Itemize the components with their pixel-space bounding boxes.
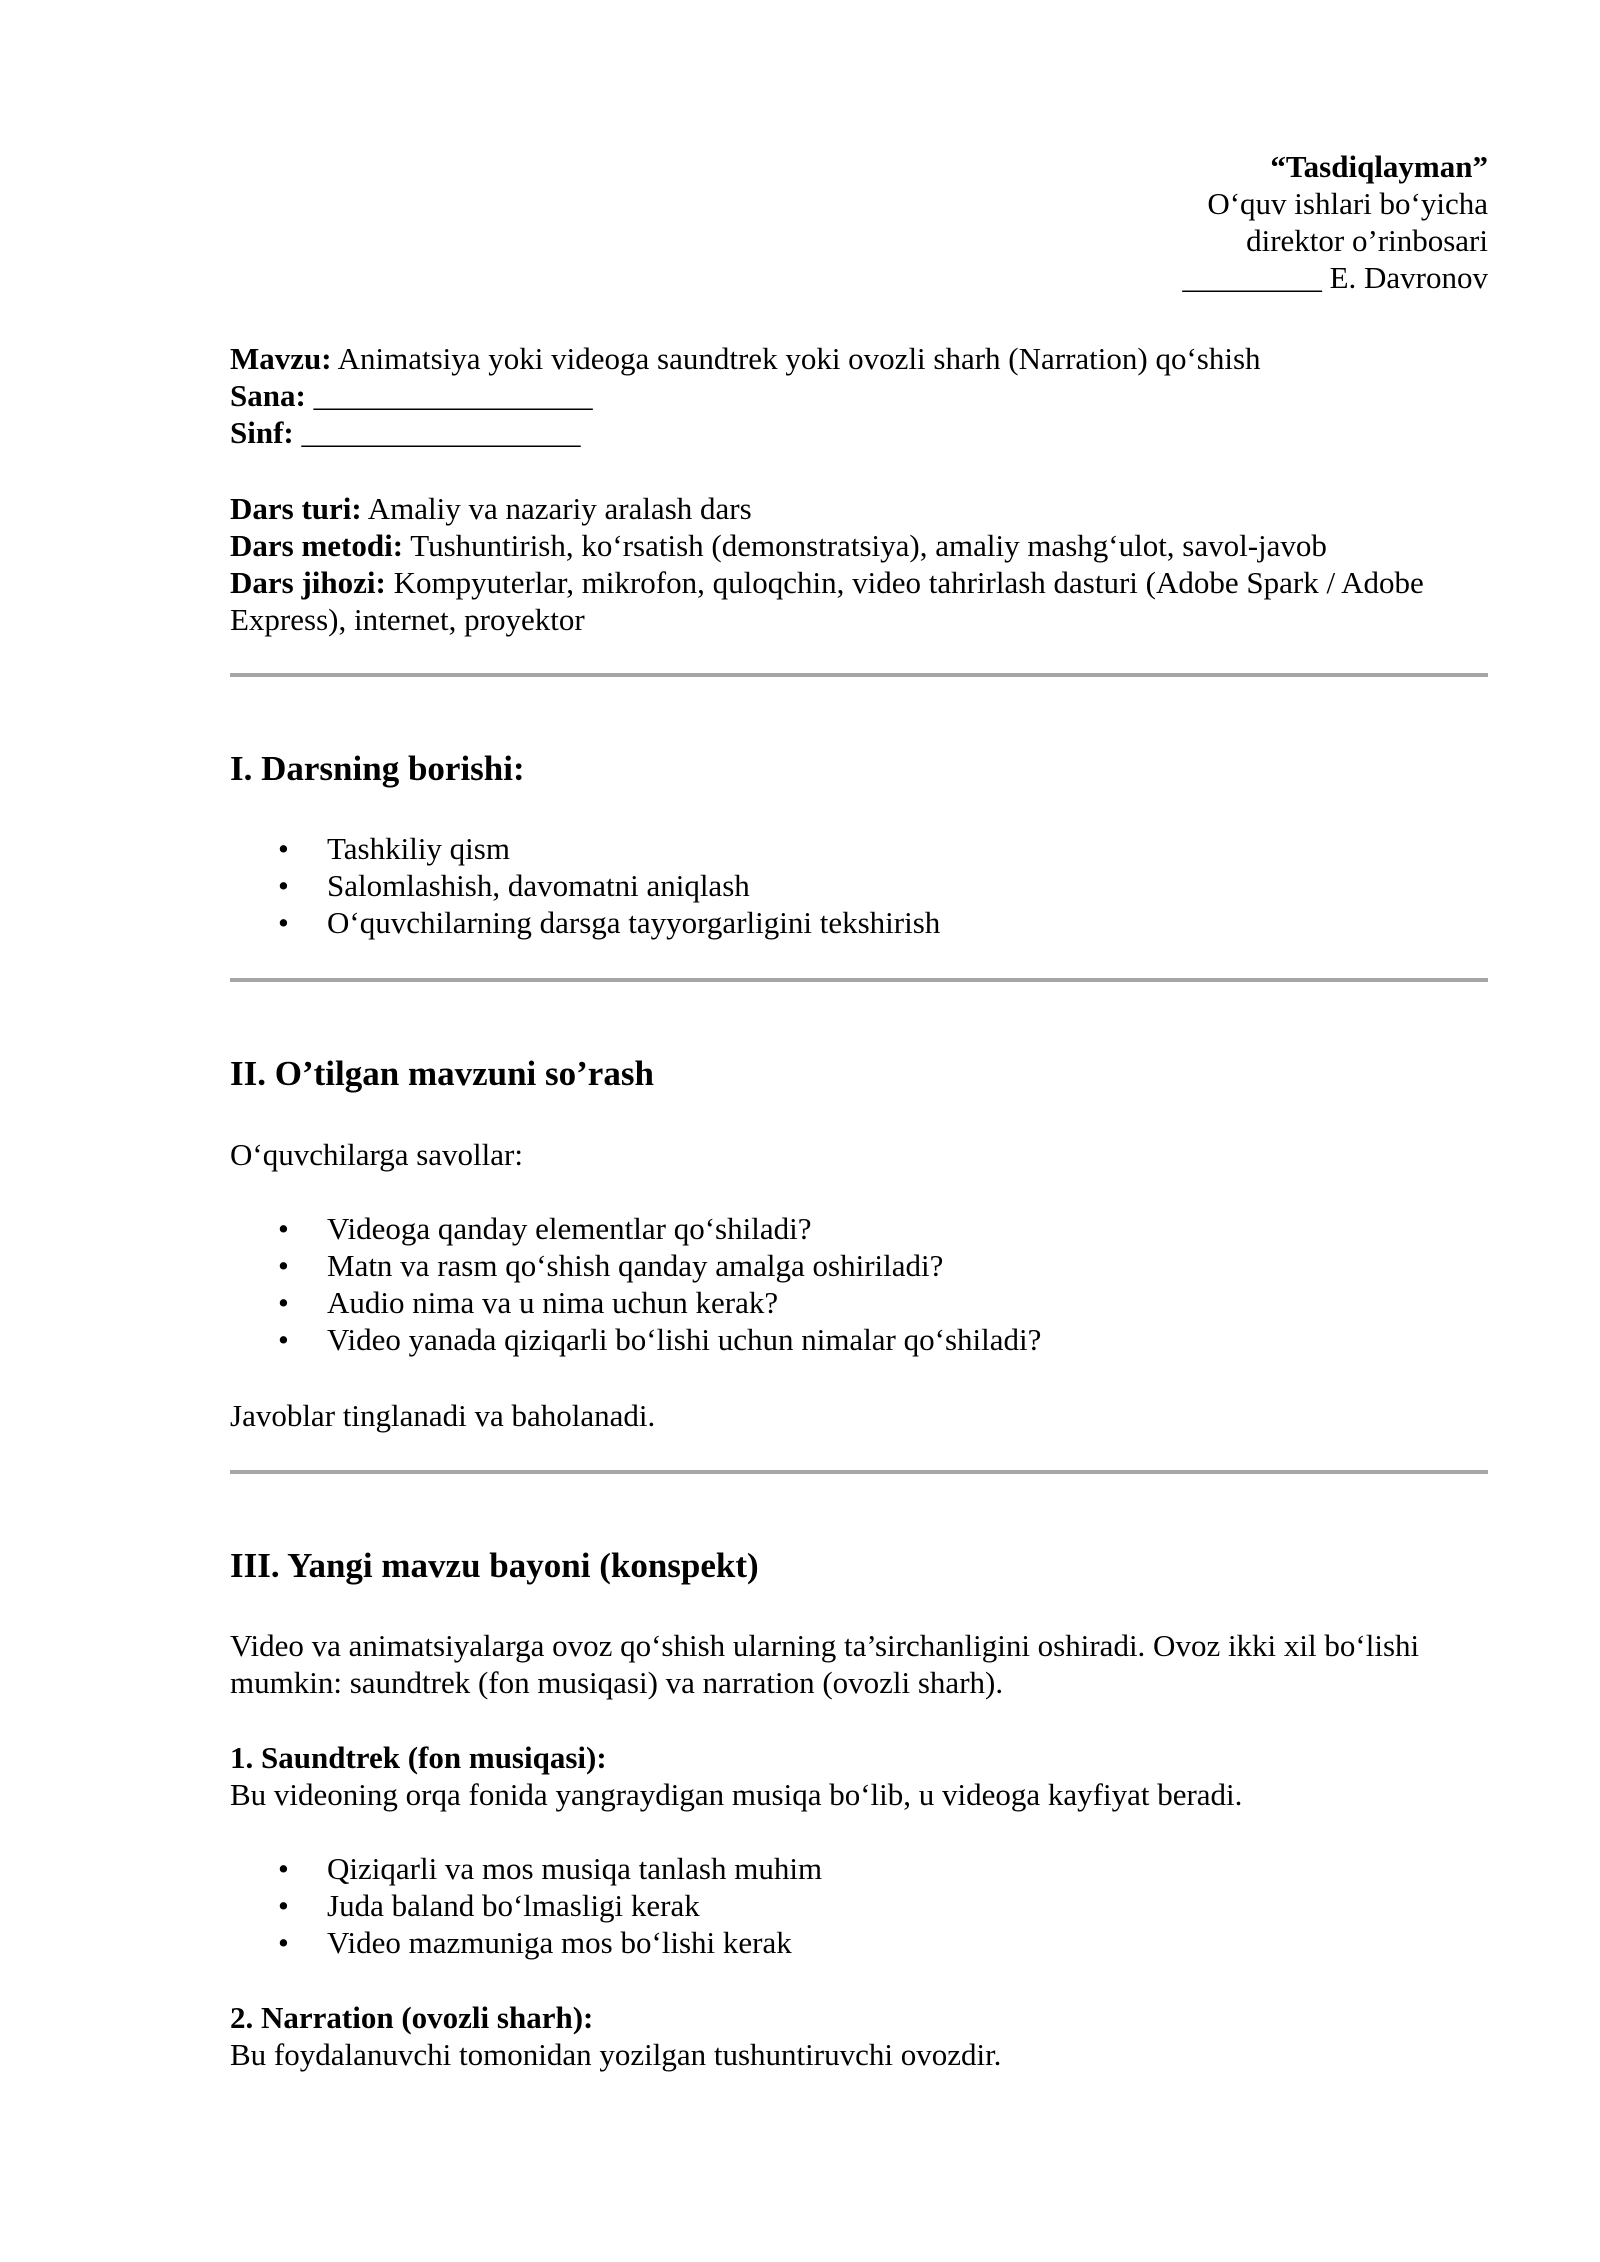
list-item: • Qiziqarli va mos musiqa tanlash muhim [278, 1851, 823, 1886]
approval-signature: _________ E. Davronov [1182, 260, 1488, 295]
dars-jihozi-value: Kompyuterlar, mikrofon, quloqchin, video tahrirlash dasturi (Adobe Spark / Adobe [385, 565, 1424, 600]
saundtrek-title: 1. Saundtrek (fon musiqasi): [230, 1740, 607, 1775]
bullet-icon: • [278, 1211, 289, 1246]
dars-turi-label: Dars turi: [230, 491, 362, 526]
approval-title: “Tasdiqlayman” [1270, 149, 1488, 184]
bullet-icon: • [278, 1925, 289, 1960]
bullet-icon: • [278, 1322, 289, 1357]
section-2-intro: O‘quvchilarga savollar: [230, 1137, 523, 1172]
list-item: • Matn va rasm qo‘shish qanday amalga oshiriladi? [278, 1248, 944, 1283]
bullet-icon: • [278, 905, 289, 940]
sinf-line [230, 414, 1488, 451]
sana-line [230, 377, 1488, 414]
dars-metodi-label: Dars metodi: [230, 528, 404, 563]
section-2-heading: II. O’tilgan mavzuni so’rash [230, 1054, 654, 1093]
bullet-icon: • [278, 1851, 289, 1886]
approval-block [788, 148, 1488, 296]
sinf-label: Sinf: [230, 415, 294, 450]
bullet-icon: • [278, 1888, 289, 1923]
saundtrek-text: Bu videoning orqa fonida yangraydigan musiqa bo‘lib, u videoga kayfiyat beradi. [230, 1777, 1243, 1812]
sana-label: Sana: [230, 378, 306, 413]
list-item: • Videoga qanday elementlar qo‘shiladi? [278, 1211, 812, 1246]
dars-jihozi-label: Dars jihozi: [230, 565, 386, 600]
approval-line-2: direktor o’rinbosari [1246, 223, 1488, 258]
mavzu-line [230, 340, 1488, 377]
lesson-meta [230, 340, 1488, 451]
divider-3 [230, 1470, 1488, 1474]
list-item: • Salomlashish, davomatni aniqlash [278, 868, 750, 903]
bullet-icon: • [278, 1285, 289, 1320]
mavzu-value: Animatsiya yoki videoga saundtrek yoki ovozli sharh (Narration) qo‘shish [331, 341, 1261, 376]
list-item: • Video mazmuniga mos bo‘lishi kerak [278, 1925, 792, 1960]
bullet-icon: • [278, 831, 289, 866]
sana-value: __________________ [305, 378, 593, 413]
section-1-list [230, 830, 1488, 941]
section-2-outro: Javoblar tinglanadi va baholanadi. [230, 1398, 656, 1433]
section-3-intro-line-2: mumkin: saundtrek (fon musiqasi) va narration (ovozli sharh). [230, 1665, 1004, 1700]
dars-turi-line [230, 490, 1488, 527]
narration-text: Bu foydalanuvchi tomonidan yozilgan tushuntiruvchi ovozdir. [230, 2037, 1002, 2072]
dars-jihozi-line-2: Express), internet, proyektor [230, 602, 585, 637]
sinf-value: __________________ [293, 415, 581, 450]
narration-title: 2. Narration (ovozli sharh): [230, 2000, 594, 2035]
saundtrek-list [230, 1850, 1488, 1961]
approval-line-1: O‘quv ishlari bo‘yicha [1207, 186, 1488, 221]
list-item: • Juda baland bo‘lmasligi kerak [278, 1888, 700, 1923]
section-1-heading: I. Darsning borishi: [230, 749, 525, 788]
bullet-icon: • [278, 868, 289, 903]
list-item: • Video yanada qiziqarli bo‘lishi uchun nimalar qo‘shiladi? [278, 1322, 1042, 1357]
dars-metodi-line [230, 527, 1488, 564]
list-item: • O‘quvchilarning darsga tayyorgarligini tekshirish [278, 905, 941, 940]
divider-2 [230, 978, 1488, 982]
mavzu-label: Mavzu: [230, 341, 332, 376]
lesson-details [230, 490, 1488, 638]
section-3-intro-line-1: Video va animatsiyalarga ovoz qo‘shish ularning ta’sirchanligini oshiradi. Ovoz ikki xil bo‘lishi [230, 1628, 1420, 1663]
dars-metodi-value: Tushuntirish, ko‘rsatish (demonstratsiya), amaliy mashg‘ulot, savol-javob [403, 528, 1327, 563]
section-2-list [230, 1210, 1488, 1358]
section-3-heading: III. Yangi mavzu bayoni (konspekt) [230, 1546, 759, 1585]
list-item: • Tashkiliy qism [278, 831, 510, 866]
dars-jihozi-line [230, 564, 1488, 601]
bullet-icon: • [278, 1248, 289, 1283]
list-item: • Audio nima va u nima uchun kerak? [278, 1285, 779, 1320]
dars-turi-value: Amaliy va nazariy aralash dars [361, 491, 752, 526]
divider-1 [230, 673, 1488, 677]
